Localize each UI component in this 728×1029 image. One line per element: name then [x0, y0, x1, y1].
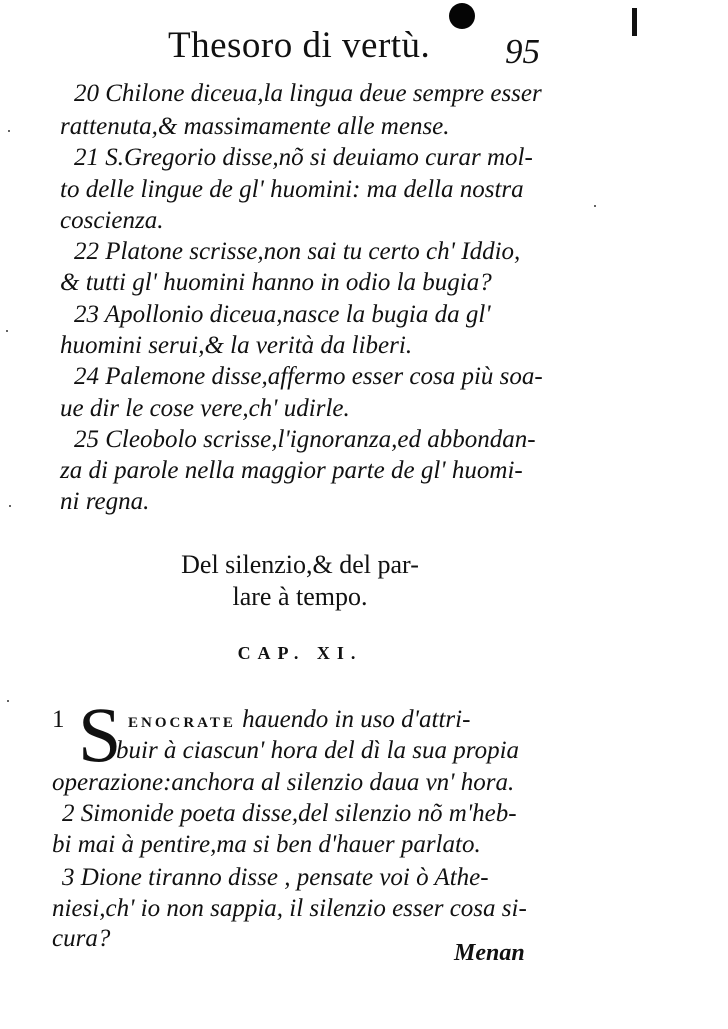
- text-line: 24 Palemone disse,affermo esser cosa più soa-: [74, 363, 543, 390]
- text-line: to delle lingue de gl' huomini: ma della nostra: [60, 176, 524, 203]
- entry-number: 1: [52, 706, 65, 733]
- text-fragment: hauendo in uso d'attri-: [242, 706, 471, 733]
- section-heading-line: lare à tempo.: [232, 582, 368, 611]
- text-line: 20 Chilone diceua,la lingua deue sempre esser: [74, 80, 542, 107]
- text-line: 22 Platone scrisse,non sai tu certo ch' Iddio,: [74, 238, 521, 265]
- text-line: 25 Cleobolo scrisse,l'ignoranza,ed abbondan-: [74, 426, 536, 453]
- text-line: ue dir le cose vere,ch' udirle.: [60, 395, 350, 422]
- text-line: ni regna.: [60, 488, 150, 515]
- page-number: 95: [505, 32, 540, 71]
- text-line: operazione:anchora al silenzio daua vn' hora.: [52, 769, 515, 796]
- section-heading-line: Del silenzio,& del par-: [181, 550, 419, 579]
- text-line: buir à ciascun' hora del dì la sua propia: [116, 737, 520, 764]
- catchword: Menan: [454, 940, 525, 966]
- text-line: cura?: [52, 925, 111, 952]
- scan-speck: [594, 205, 596, 207]
- text-line: 23 Apollonio diceua,nasce la bugia da gl': [74, 301, 491, 328]
- text-line: rattenuta,& massimamente alle mense.: [60, 113, 450, 140]
- scan-speck: [7, 700, 9, 702]
- scan-speck: [6, 330, 8, 332]
- smallcaps-name: ENOCRATE: [128, 715, 236, 731]
- text-line: 21 S.Gregorio disse,nõ si deuiamo curar mol-: [74, 144, 533, 171]
- drop-cap: S: [78, 691, 122, 778]
- text-line: [128, 704, 470, 736]
- text-line: niesi,ch' io non sappia, il silenzio esser cosa si-: [52, 895, 527, 922]
- running-head: [0, 24, 600, 70]
- text-line: bi mai à pentire,ma si ben d'hauer parlato.: [52, 831, 481, 858]
- page-edge-mark: [632, 8, 637, 36]
- text-line: coscienza.: [60, 207, 164, 234]
- running-title: Thesoro di vertù.: [168, 25, 431, 66]
- scan-speck: [9, 505, 11, 507]
- text-line: za di parole nella maggior parte de gl' huomi-: [60, 457, 523, 484]
- text-line: 2 Simonide poeta disse,del silenzio nõ m'heb-: [62, 800, 517, 827]
- text-line: huomini serui,& la verità da liberi.: [60, 332, 413, 359]
- text-line: 3 Dione tiranno disse , pensate voi ò Athe-: [62, 864, 489, 891]
- scan-speck: [8, 130, 10, 132]
- chapter-number: CAP. XI.: [237, 643, 363, 663]
- text-line: & tutti gl' huomini hanno in odio la bugia?: [60, 269, 492, 296]
